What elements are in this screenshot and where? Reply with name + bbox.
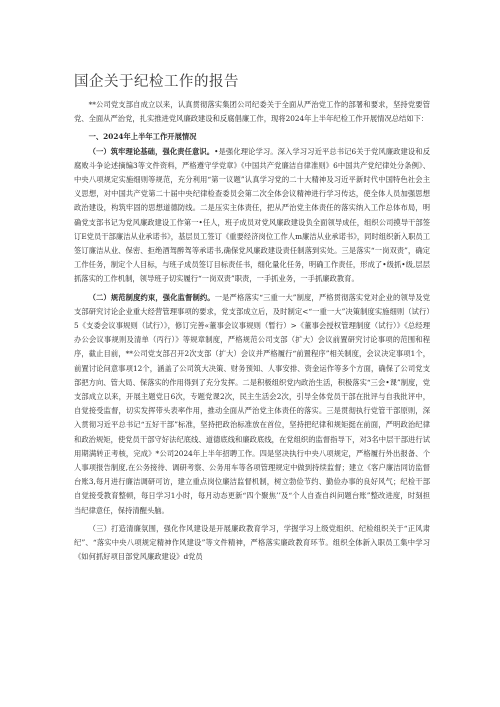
document-title: 国企关于纪检工作的报告 [74, 74, 239, 90]
paragraph-1-lead: （一）筑牢理论基础，强化责任意识。 [88, 146, 215, 156]
section-heading: 一、2024年上半年工作开展情况 [88, 132, 197, 142]
paragraph-2-lead: （二）规范制度约束，强化监督制约。 [88, 292, 215, 302]
paragraph-3 [74, 522, 430, 565]
intro-paragraph: **公司党支部自成立以来，认真贯彻落实集团公司纪委关于全面从严治党工作的部署和要求，坚持党要管党、全面从严治党，扎实推进党风廉政建设和反腐倡廉工作，现将2024年上半年纪检工作开展情况总结如下： [74, 100, 430, 124]
paragraph-2 [74, 291, 430, 518]
paragraph-3-lead: （三）打造清廉氛围，强化作风建设 [88, 523, 209, 533]
paragraph-1 [74, 145, 430, 287]
paragraph-3-text: 是开展廉政教育学习，学握学习上级党组织、纪检组织关于“正风肃纪”、“落实中央八项规定精神作风建设”等文件精神，严格落实廉政教育环节。组织全体新入职员工集中学习《如何抓好项目部党风廉政建设》d党员 [74, 523, 430, 562]
document-body [74, 98, 430, 565]
paragraph-2-text: 一是严格落实“三重一大”制度，严格贯彻落实党对企业的领导及党支部研究讨论企业重大经营管理事项的要求，党支部成立后，及时制定<“一重一大”决策制度实施细则（试行）5《支委会议事规则（试行）》，修订完善«董事会议事规则（暂行）>《董事会授权管理制度（试行）》《总经理办公会议事规则及清单（丙行）》等规章制度，严格规范公司支部（扩大）会议前置研究讨论事项的范围和程序，截止目前，**公司党支部召开2次支部（扩大）会议并严格履行“前置程序”相关制度，会议决定事项1个，前置讨论问意事项12个，涵盖了公司筑大决策、财务预知、人事安排、资金运作等多个方面，确保了公司党支部把方向、管大局、保落实的作用得到了充分发挥。二是积极组织党内政治生活，积极落实“三会•课”制度，党支部成立以来，开展主题党日6次，专题党课2次，民主生活会2次，引导全体党员干部在批评与自我批评中，自觉接受监督，切实发挥带头表率作用，推动全面从严治党主体责任的落实。三是贯彻执行党管干部原则，深入贯彻习近平总书记“五好干部”标准，坚持把政治标准放在首位，坚持把纪律和规矩挺在前面，严明政治纪律和政治规矩，使党员干部守好法纪底线、道德底线和廉政底线，在党组织的监督指导下，对3名中层干部进行试用期满转正考核，完成》*公司2024年上半年招聘工作。四是坚决执行中央八项规定，严格履行外出报备、个人事项报告制度,在公务接待、调研考察、公务用车等各项管理规定中做到持续监督；建立《客户廉洁同访监督台账3,每月进行廉洁调研可访，建立重点岗位廉洁监督机制，树立勃俭节约、勤俭办事的良好风气；纪检干部自觉接受教育整顿，每日学习1小时，每月动态更新“四个聚焦’’及“个人自查自纠问题台账”整改进度，时刻担当纪律意任，保持清醒头脑。 [74, 292, 430, 515]
paragraph-1-text: •是强化理论学习。深入学习习近平总书记6关于党风廉政建设和反腐败斗争论述摘编3等文件资料，严格遵守学党章》《中国共产党廉洁自律准则》6中国共产党纪律处分条例》、中央八项规定实施细则等规范，充分利用“第一议题”认真学习党的二十大精神及习近平新时代中国特色社会主义思想，对中国共产党第二十届中央纪律检查委员会第二次全体会议精神进行学习传达，使全体人员加强思想政治建设，构筑牢固的思想道德防线。二是压实主体责任，把从严治党主体责任的落实纳入工作总体布局，明确党支部书记为党风廉政建设工作第一•任人，班子成员对党风廉政建设负全面领导成任，组织公司摸导干部签订E党员干部廉洁从业承诺书》，基层员工签订《重要经济岗位工作人m廉洁从业承诺书》，同时组织新入职员工签订廉洁从业、保密、拒绝酒驾醉驾等承诺书,确保党风廉政建设责任制落到实处。三是落实“一岗双责”，确定工作任务，制定个人目标，与班子成员签订目标责任书，细化量化任务，明确工作责任，形成了•级抓•级,层层抓落实的工作机制，领导班子切实履行“一岗双责”职责，一手抓业务，一手抓廉政教育。 [74, 146, 430, 284]
